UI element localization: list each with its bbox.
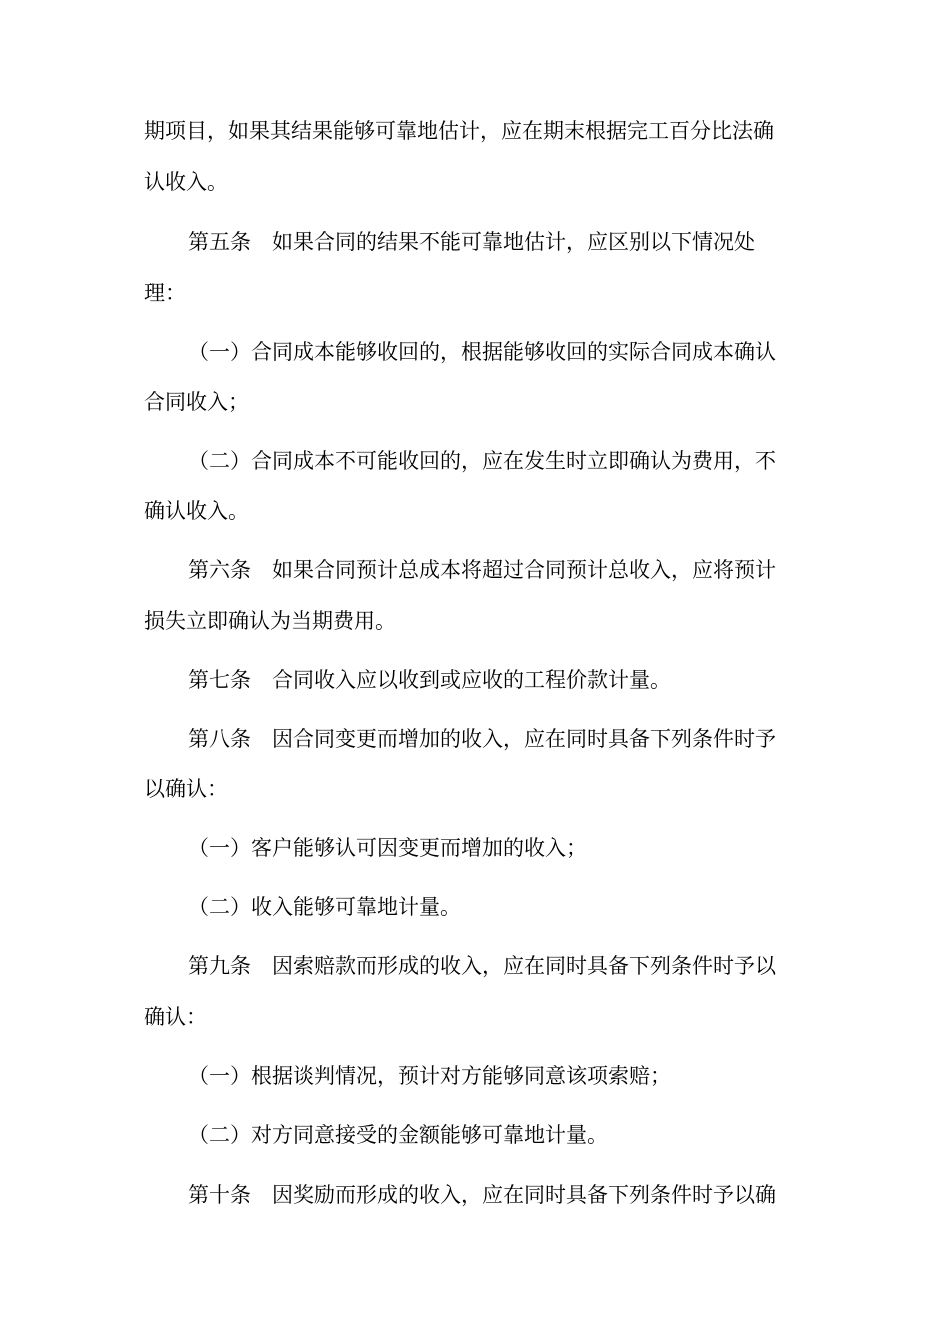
paragraph-line: 确认：: [144, 1005, 207, 1029]
clause-line: （二）收入能够可靠地计量。: [188, 895, 461, 919]
clause-line: （一）客户能够认可因变更而增加的收入；: [188, 836, 587, 860]
paragraph-line: 确认收入。: [144, 499, 249, 523]
article-7-line: 第七条 合同收入应以收到或应收的工程价款计量。: [188, 668, 671, 692]
clause-line: （一）合同成本能够收回的，根据能够收回的实际合同成本确认: [188, 340, 776, 364]
clause-line: （二）对方同意接受的金额能够可靠地计量。: [188, 1123, 608, 1147]
paragraph-line: 损失立即确认为当期费用。: [144, 609, 396, 633]
paragraph-line: 期项目，如果其结果能够可靠地估计，应在期末根据完工百分比法确: [144, 119, 774, 143]
paragraph-line: 理：: [144, 281, 186, 305]
clause-line: （二）合同成本不可能收回的，应在发生时立即确认为费用，不: [188, 449, 776, 473]
article-8-line: 第八条 因合同变更而增加的收入，应在同时具备下列条件时予: [188, 727, 776, 751]
paragraph-line: 合同收入；: [144, 390, 249, 414]
paragraph-line: 认收入。: [144, 170, 228, 194]
article-9-line: 第九条 因索赔款而形成的收入，应在同时具备下列条件时予以: [188, 954, 776, 978]
article-10-line: 第十条 因奖励而形成的收入，应在同时具备下列条件时予以确: [188, 1183, 776, 1207]
paragraph-line: 以确认：: [144, 777, 228, 801]
article-5-line: 第五条 如果合同的结果不能可靠地估计，应区别以下情况处: [188, 230, 755, 254]
clause-line: （一）根据谈判情况，预计对方能够同意该项索赔；: [188, 1064, 671, 1088]
article-6-line: 第六条 如果合同预计总成本将超过合同预计总收入，应将预计: [188, 558, 776, 582]
